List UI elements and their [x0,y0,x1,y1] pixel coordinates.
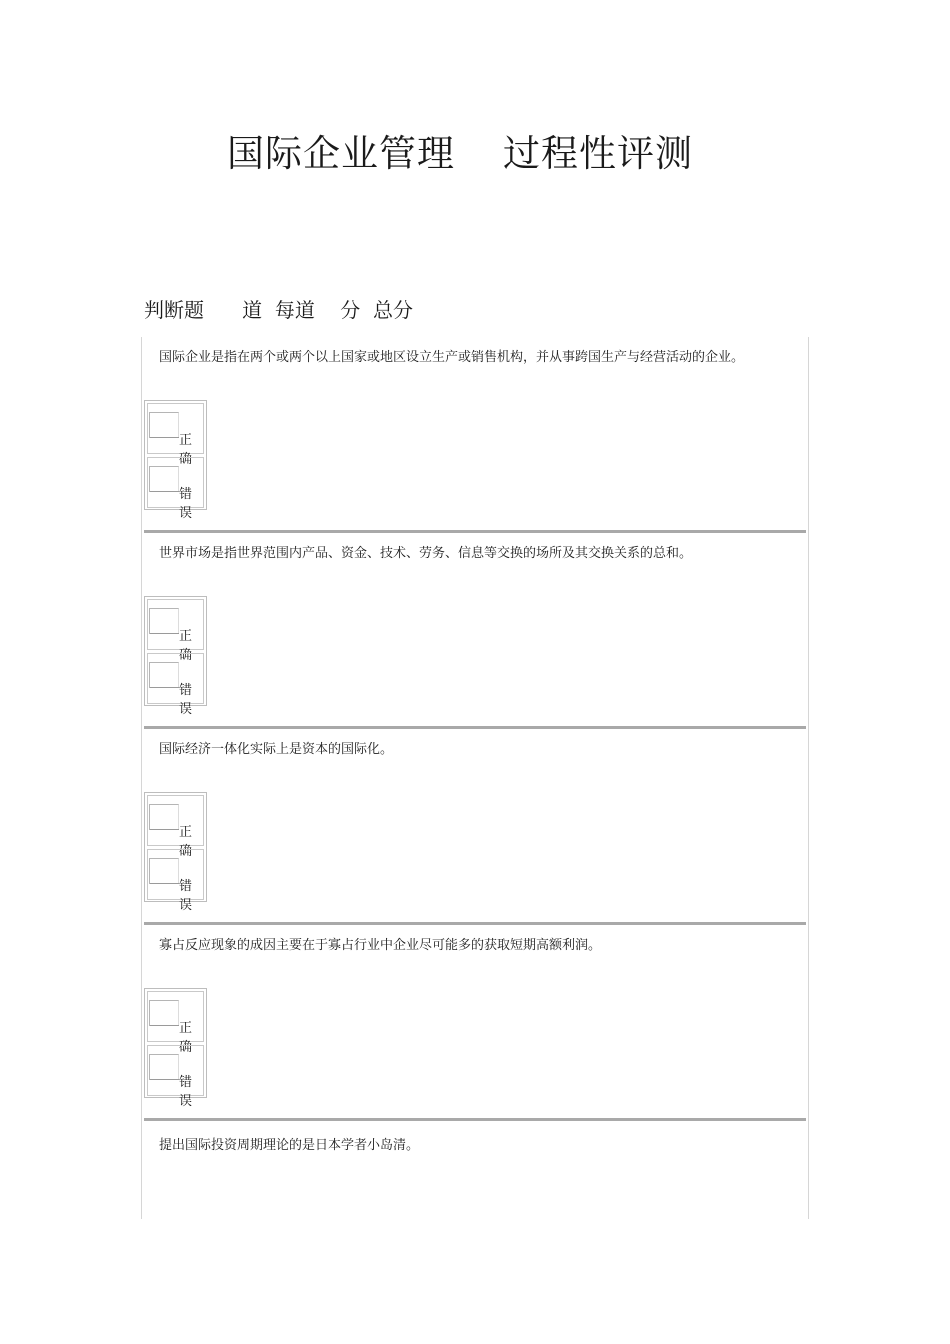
question-text: 世界市场是指世界范围内产品、资金、技术、劳务、信息等交换的场所及其交换关系的总和。 [159,546,693,561]
option-wrong[interactable] [147,1045,204,1109]
option-label: 错误 [179,1075,193,1109]
option-wrong[interactable] [147,849,204,913]
option-correct[interactable] [147,795,204,859]
option-correct[interactable] [147,599,204,663]
question-item [142,729,808,925]
option-label: 错误 [179,683,193,717]
checkbox-wrong[interactable] [149,662,179,688]
answer-options [144,792,207,913]
option-label: 正确 [179,825,193,859]
question-text: 国际企业是指在两个或两个以上国家或地区设立生产或销售机构，并从事跨国生产与经营活动的企业。 [159,350,745,365]
checkbox-wrong[interactable] [149,858,179,884]
question-text: 提出国际投资周期理论的是日本学者小岛清。 [159,1138,420,1153]
option-correct[interactable] [147,403,204,467]
answer-options [144,596,207,717]
question-text: 寡占反应现象的成因主要在于寡占行业中企业尽可能多的获取短期高额利润。 [159,938,602,953]
question-item [142,1121,808,1219]
page-title-course: 国际企业管理 [227,131,455,175]
option-label: 错误 [179,879,193,913]
checkbox-correct[interactable] [149,804,179,830]
option-label: 正确 [179,629,193,663]
option-label: 正确 [179,433,193,467]
option-correct[interactable] [147,991,204,1055]
page-title [0,123,920,177]
option-label: 正确 [179,1021,193,1055]
option-label: 错误 [179,487,193,521]
checkbox-wrong[interactable] [149,1054,179,1080]
option-wrong[interactable] [147,653,204,717]
question-item [142,925,808,1121]
answer-options [144,988,207,1109]
checkbox-correct[interactable] [149,608,179,634]
question-item [142,337,808,533]
question-panel [141,337,809,1219]
question-item [142,533,808,729]
option-wrong[interactable] [147,457,204,521]
page-title-assessment: 过程性评测 [503,131,693,175]
question-text: 国际经济一体化实际上是资本的国际化。 [159,742,394,757]
checkbox-correct[interactable] [149,412,179,438]
answer-options [144,400,207,521]
checkbox-wrong[interactable] [149,466,179,492]
checkbox-correct[interactable] [149,1000,179,1026]
section-heading: 判断题 道 每道 分 总分 [144,298,414,322]
